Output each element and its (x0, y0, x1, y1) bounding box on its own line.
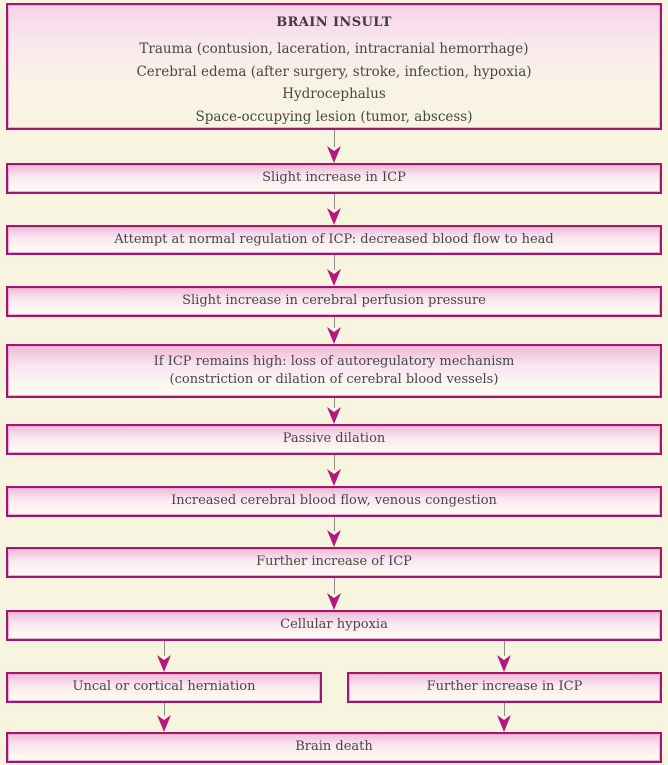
arrow-down-6 (327, 455, 341, 486)
arrow-down-merge-right (497, 703, 511, 732)
node-label: Brain death (295, 739, 373, 755)
node-brain-insult-title: BRAIN INSULT (276, 15, 392, 30)
arrow-shaft (334, 517, 335, 531)
arrow-down-2 (327, 194, 341, 225)
node-label-line1: If ICP remains high: loss of autoregulatory mechanism (153, 353, 515, 369)
node-label: Further increase in ICP (426, 679, 583, 695)
node-brain-insult (6, 3, 662, 130)
arrow-down-7 (327, 517, 341, 547)
node-label: Increased cerebral blood flow, venous congestion (171, 493, 497, 509)
arrow-shaft (334, 578, 335, 594)
arrowhead-icon (157, 655, 171, 672)
node-cellular-hypoxia (6, 610, 662, 641)
cause-hydrocephalus: Hydrocephalus (282, 86, 386, 103)
arrowhead-icon (327, 530, 341, 547)
arrow-shaft (164, 641, 165, 656)
node-further-increase-of-icp (6, 547, 662, 578)
arrow-shaft (334, 455, 335, 470)
node-label: Uncal or cortical herniation (72, 679, 256, 695)
arrow-shaft (504, 641, 505, 656)
cause-space-occupying-lesion: Space-occupying lesion (tumor, abscess) (195, 108, 473, 125)
arrow-down-merge-left (157, 703, 171, 732)
arrow-down-split-left (157, 641, 171, 672)
node-further-increase-in-icp (347, 672, 662, 703)
node-blood-flow-congestion (6, 486, 662, 517)
arrowhead-icon (327, 407, 341, 424)
node-normal-regulation (6, 225, 662, 255)
node-loss-of-autoregulation (6, 344, 662, 398)
node-slight-increase-icp (6, 163, 662, 194)
node-label: Slight increase in ICP (262, 170, 406, 186)
arrow-down-4 (327, 317, 341, 344)
node-label: Further increase of ICP (256, 554, 412, 570)
arrowhead-icon (327, 208, 341, 225)
node-brain-death (6, 732, 662, 763)
arrow-down-8 (327, 578, 341, 610)
arrow-shaft (334, 130, 335, 147)
node-label: Attempt at normal regulation of ICP: decreased blood flow to head (114, 231, 554, 247)
cause-cerebral-edema: Cerebral edema (after surgery, stroke, infection, hypoxia) (136, 63, 532, 80)
node-herniation (6, 672, 322, 703)
arrowhead-icon (327, 593, 341, 610)
arrowhead-icon (327, 469, 341, 486)
arrowhead-icon (497, 715, 511, 732)
arrow-down-1 (327, 130, 341, 163)
arrowhead-icon (497, 655, 511, 672)
arrow-down-3 (327, 255, 341, 286)
node-label: Passive dilation (282, 431, 386, 447)
node-passive-dilation (6, 424, 662, 455)
node-label: Slight increase in cerebral perfusion pressure (182, 293, 486, 309)
cause-trauma: Trauma (contusion, laceration, intracranial hemorrhage) (139, 41, 529, 58)
arrowhead-icon (157, 715, 171, 732)
arrowhead-icon (327, 146, 341, 163)
arrow-shaft (334, 255, 335, 270)
node-label-line2: (constriction or dilation of cerebral blood vessels) (169, 372, 499, 387)
arrowhead-icon (327, 327, 341, 344)
node-label: Cellular hypoxia (280, 617, 388, 633)
arrow-down-split-right (497, 641, 511, 672)
arrow-down-5 (327, 398, 341, 424)
arrowhead-icon (327, 269, 341, 286)
arrow-shaft (334, 194, 335, 209)
node-perfusion-pressure (6, 286, 662, 317)
